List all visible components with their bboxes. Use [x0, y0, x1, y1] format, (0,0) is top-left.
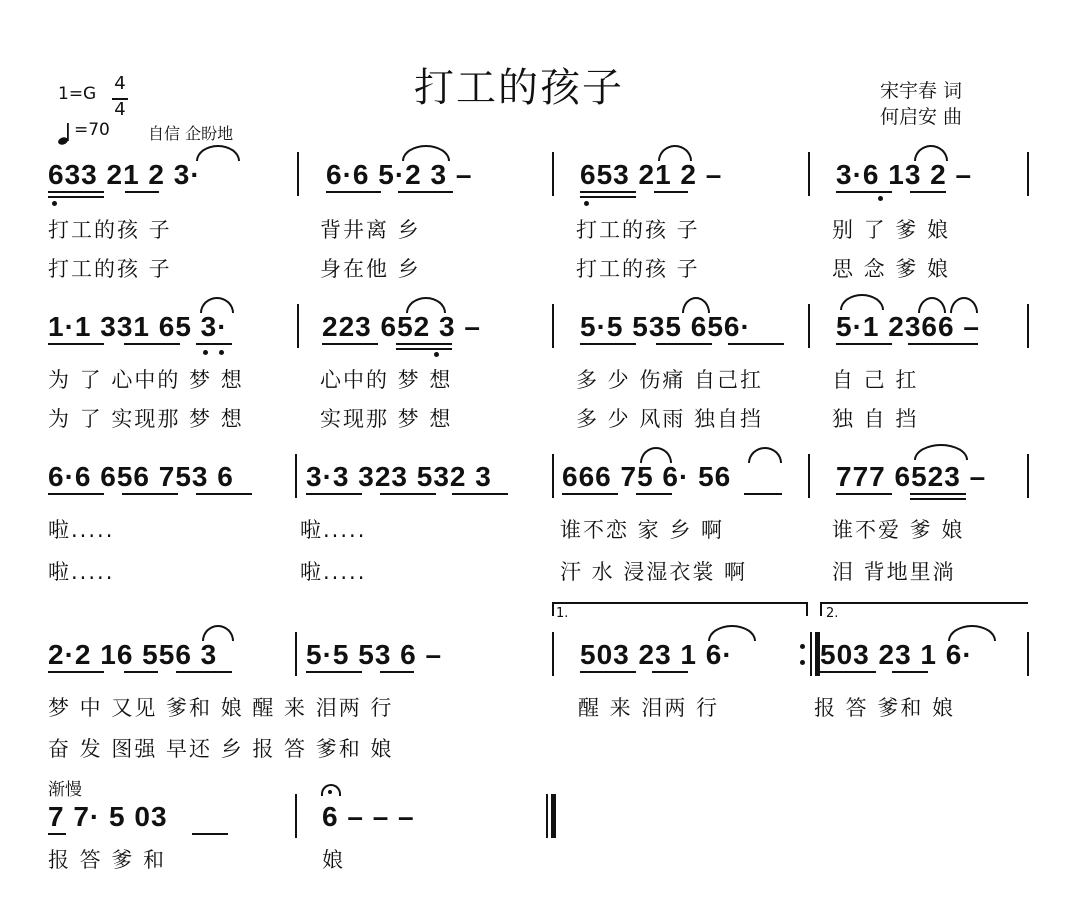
underline: [48, 191, 104, 193]
barline: [552, 304, 554, 348]
underline: [48, 493, 104, 495]
volta-bracket-tick: [820, 602, 822, 616]
repeat-dot: [800, 660, 805, 665]
key-signature: 1=G: [58, 84, 97, 104]
underline: [192, 833, 228, 835]
measure-notes: 3·6 13 2 –: [836, 159, 973, 190]
lyrics-verse-1: 梦 中 又见 爹和 娘 醒 来 泪两 行: [48, 696, 394, 720]
lyrics-verse-1: 自 己 扛: [832, 368, 919, 392]
octave-dot: [219, 350, 224, 355]
underline: [580, 191, 636, 193]
underline: [562, 493, 618, 495]
lyrics-verse-1: 心中的 梦 想: [320, 368, 453, 392]
lyrics-verse-2: 奋 发 图强 早还 乡 报 答 爹和 娘: [48, 737, 394, 761]
tie: [950, 297, 978, 313]
barline: [808, 304, 810, 348]
underline: [820, 671, 876, 673]
octave-dot: [878, 196, 883, 201]
lyrics-verse-1: 谁不恋 家 乡 啊: [560, 518, 725, 542]
lyrics-verse-2: 汗 水 浸湿衣裳 啊: [560, 560, 748, 584]
tie: [196, 145, 240, 161]
barline: [297, 152, 299, 196]
tie: [748, 447, 782, 463]
underline: [728, 343, 784, 345]
underline: [580, 343, 636, 345]
barline: [1027, 454, 1029, 498]
composer-credit: 何启安 曲: [880, 106, 963, 128]
underline: [124, 671, 158, 673]
barline: [295, 794, 297, 838]
measure-notes: 503 23 1 6·: [580, 639, 733, 670]
lyrics-verse-2: 泪 背地里淌: [832, 560, 956, 584]
lyrics-verse-1: 醒 来 泪两 行: [578, 696, 720, 720]
underline: [48, 833, 66, 835]
underline: [322, 343, 378, 345]
lyrics-verse-2: 打工的孩 子: [48, 257, 172, 281]
underline: [380, 493, 436, 495]
final-barline-thick: [551, 794, 556, 838]
underline: [892, 671, 928, 673]
lyrics-verse-2: 为 了 实现那 梦 想: [48, 407, 244, 431]
underline: [125, 191, 159, 193]
lyrics-verse-2: 身在他 乡: [320, 257, 421, 281]
barline: [1027, 304, 1029, 348]
octave-dot: [52, 201, 57, 206]
song-title: 打工的孩子: [414, 65, 624, 111]
octave-dot: [203, 350, 208, 355]
lyricist-credit: 宋宇春 词: [880, 80, 963, 102]
volta-bracket-tick: [806, 602, 808, 616]
underline: [836, 343, 892, 345]
underline: [48, 196, 104, 198]
barline: [1027, 152, 1029, 196]
time-signature-top: 4: [114, 73, 126, 94]
tie: [202, 625, 234, 641]
measure-notes: 6·6 656 753 6: [48, 461, 234, 492]
repeat-barline: [810, 632, 812, 676]
barline: [808, 454, 810, 498]
barline: [295, 454, 297, 498]
volta-number: 2.: [826, 606, 839, 621]
measure-notes: 653 21 2 –: [580, 159, 723, 190]
measure-notes: 5·5 53 6 –: [306, 639, 443, 670]
lyrics-verse-2: 啦.....: [300, 560, 367, 584]
volta-bracket-2: [820, 602, 1028, 604]
measure-notes: 223 652 3 –: [322, 311, 481, 342]
tie: [914, 145, 948, 161]
measure-notes: 633 21 2 3·: [48, 159, 201, 190]
measure-notes: 777 6523 –: [836, 461, 987, 492]
underline: [48, 343, 104, 345]
time-signature-bottom: 4: [114, 99, 126, 120]
barline: [295, 632, 297, 676]
lyrics-verse-1: 背井离 乡: [320, 218, 421, 242]
tie: [402, 145, 450, 161]
volta-bracket-1: [552, 602, 808, 604]
measure-notes: 6 – – –: [322, 801, 415, 832]
underline: [176, 671, 232, 673]
measure-notes: 3·3 323 532 3: [306, 461, 492, 492]
lyrics-verse-1: 多 少 伤痛 自己扛: [576, 368, 764, 392]
underline: [196, 343, 232, 345]
measure-notes: 5·5 535 656·: [580, 311, 751, 342]
underline: [744, 493, 782, 495]
underline: [122, 493, 178, 495]
underline: [306, 493, 362, 495]
underline: [836, 493, 892, 495]
underline: [396, 348, 452, 350]
lyrics-verse-1: 为 了 心中的 梦 想: [48, 368, 244, 392]
octave-dot: [434, 352, 439, 357]
tie: [658, 145, 692, 161]
lyrics-verse-2: 独 自 挡: [832, 407, 919, 431]
underline: [124, 343, 180, 345]
underline: [452, 493, 508, 495]
underline: [196, 493, 252, 495]
expression-marking: 自信 企盼地: [148, 124, 234, 143]
measure-notes: 6·6 5·2 3 –: [326, 159, 473, 190]
volta-bracket-tick: [552, 602, 554, 616]
lyrics-verse-1: 啦.....: [48, 518, 115, 542]
underline: [836, 191, 892, 193]
octave-dot: [584, 201, 589, 206]
quarter-note-icon: [58, 122, 72, 146]
tie: [406, 297, 446, 313]
tempo-marking: =70: [74, 120, 110, 140]
underline: [910, 498, 966, 500]
measure-notes: 2·2 16 556 3: [48, 639, 218, 670]
lyrics-verse-1: 打工的孩 子: [576, 218, 700, 242]
barline: [552, 152, 554, 196]
tie: [200, 297, 234, 313]
underline: [656, 343, 712, 345]
fermata-dot: [328, 790, 332, 794]
lyrics-verse-2: 思 念 爹 娘: [832, 257, 951, 281]
barline: [552, 632, 554, 676]
measure-notes: 7 7· 5 03: [48, 801, 168, 832]
underline: [910, 493, 966, 495]
tie: [640, 447, 672, 463]
lyrics-verse-2: 打工的孩 子: [576, 257, 700, 281]
repeat-barline-thick: [815, 632, 820, 676]
underline: [654, 191, 688, 193]
measure-notes: 1·1 331 65 3·: [48, 311, 228, 342]
underline: [908, 343, 978, 345]
underline: [380, 671, 414, 673]
lyrics-verse-1: 啦.....: [300, 518, 367, 542]
measure-notes: 5·1 2366 –: [836, 311, 980, 342]
lyrics-verse-1: 报 答 爹 和: [48, 848, 167, 872]
underline: [636, 493, 672, 495]
tie: [948, 625, 996, 641]
ritardando-marking: 渐慢: [48, 780, 82, 800]
underline: [326, 191, 381, 193]
lyrics-verse-1: 报 答 爹和 娘: [814, 696, 956, 720]
lyrics-verse-2: 啦.....: [48, 560, 115, 584]
underline: [398, 191, 453, 193]
lyrics-verse-1: 娘: [322, 848, 345, 872]
tie: [682, 297, 710, 313]
tie: [708, 625, 756, 641]
lyrics-verse-2: 多 少 风雨 独自挡: [576, 407, 764, 431]
barline: [808, 152, 810, 196]
barline: [1027, 632, 1029, 676]
repeat-dot: [800, 644, 805, 649]
barline: [297, 304, 299, 348]
lyrics-verse-1: 打工的孩 子: [48, 218, 172, 242]
lyrics-verse-1: 谁不爱 爹 娘: [832, 518, 965, 542]
underline: [580, 196, 636, 198]
tie: [914, 444, 968, 460]
barline: [552, 454, 554, 498]
tie: [840, 294, 884, 310]
underline: [48, 671, 104, 673]
underline: [910, 191, 946, 193]
lyrics-verse-2: 实现那 梦 想: [320, 407, 453, 431]
final-barline: [546, 794, 548, 838]
underline: [396, 343, 452, 345]
tie: [918, 297, 946, 313]
underline: [306, 671, 362, 673]
measure-notes: 666 75 6· 56: [562, 461, 732, 492]
underline: [652, 671, 688, 673]
volta-number: 1.: [556, 606, 569, 621]
underline: [580, 671, 636, 673]
lyrics-verse-1: 别 了 爹 娘: [832, 218, 951, 242]
measure-notes: 503 23 1 6·: [820, 639, 973, 670]
